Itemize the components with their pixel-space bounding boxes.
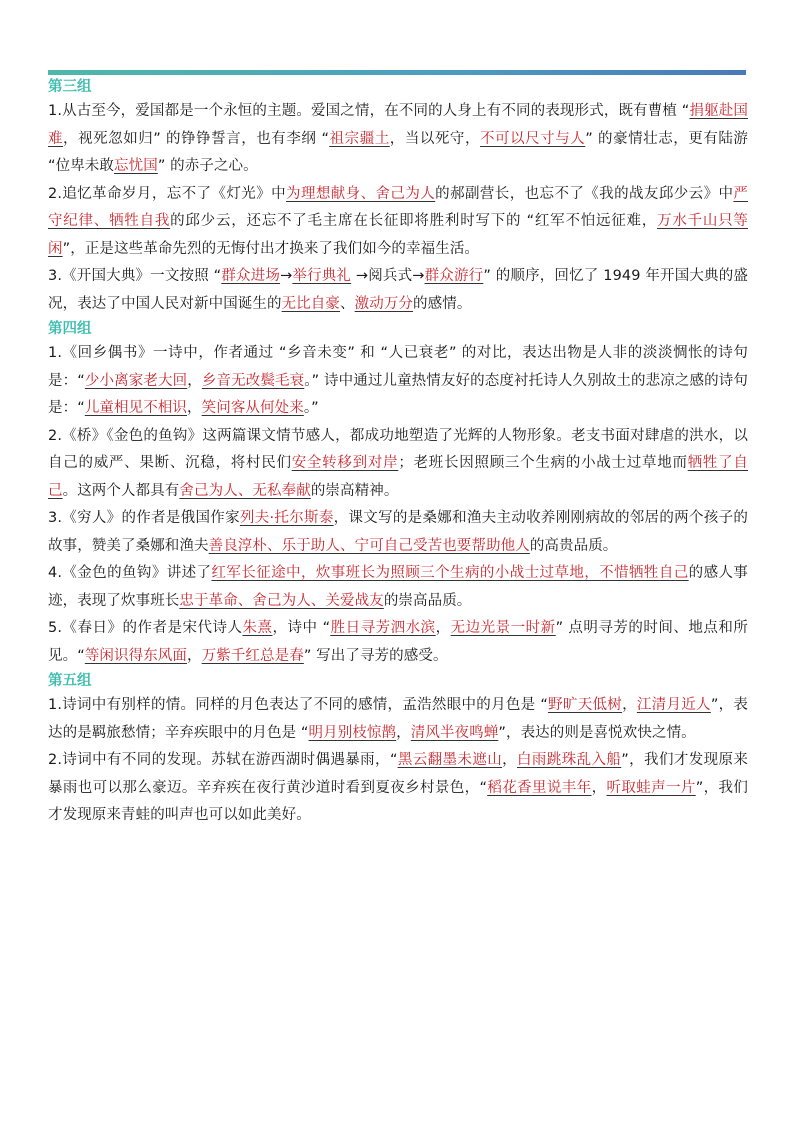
text-segment: ”，我们才发现原来暴雨也可以那么豪迈。辛弃疾在夜行黄沙道时看到夏夜乡村景色，“ — [48, 752, 749, 796]
highlighted-answer: 明月别枝惊鹊 — [308, 724, 397, 741]
text-segment: ， — [502, 752, 518, 768]
paragraph — [48, 98, 748, 181]
highlighted-answer: 乡音无改鬓毛衰 — [201, 372, 305, 389]
text-segment: 的邱少云，还忘不了毛主席在长征即将胜利时写下的 “红军不怕远征难， — [170, 213, 658, 229]
highlighted-answer: 舍己为人、无私奉献 — [179, 482, 311, 499]
highlighted-answer: 清风半夜鸣蝉 — [410, 724, 499, 741]
highlighted-answer: 笑问客从何处来 — [201, 400, 304, 416]
highlighted-answer: 稻花香里说丰年 — [487, 779, 592, 796]
text-segment: 。” — [303, 400, 319, 416]
text-segment: ”，正是这些革命先烈的无悔付出才换来了我们如今的幸福生活。 — [62, 240, 480, 257]
text-segment: 4.《金色的鱼钩》讲述了 — [48, 565, 212, 581]
highlighted-answer: 祖宗疆土 — [329, 130, 390, 147]
text-segment: ， — [622, 697, 637, 713]
highlighted-answer: 群众游行 — [424, 268, 484, 284]
highlighted-answer: 胜日寻芳泗水滨 — [330, 620, 436, 636]
text-segment: ， — [396, 724, 411, 741]
text-segment: ， — [187, 400, 202, 416]
highlighted-answer: 激动万分 — [354, 295, 414, 312]
group-title: 第三组 — [48, 79, 92, 95]
highlighted-answer: 黑云翻墨未遮山 — [397, 752, 503, 768]
highlighted-answer: 江清月近人 — [636, 697, 711, 713]
text-segment: 5.《春日》的作者是宋代诗人 — [48, 620, 243, 636]
text-segment: ”，表达的则是喜悦欢快之情。 — [498, 724, 696, 741]
text-segment: ”，表达的是羁旅愁情；辛弃疾眼中的月色是 “ — [48, 697, 749, 741]
highlighted-answer: 儿童相见不相识 — [84, 400, 188, 416]
highlighted-answer: 捐躯赴国难 — [48, 103, 748, 147]
highlighted-answer: 朱熹 — [242, 620, 273, 636]
text-segment: ，课文写的是桑娜和渔夫主动收养刚刚病故的邻居的两个孩子的故事，赞美了桑娜和渔夫 — [48, 510, 748, 554]
text-segment: 1.《回乡偶书》一诗中，作者通过 “乡音未变” 和 “人已衰老” 的对比，表达出物是人非的淡淡惆怅的诗句是：“ — [48, 345, 748, 389]
paragraph — [48, 615, 748, 670]
group-section — [48, 76, 748, 318]
group-title: 第五组 — [48, 673, 92, 689]
highlighted-answer: 白雨跳珠乱入船 — [517, 752, 622, 768]
highlighted-answer: 听取蛙声一片 — [606, 779, 696, 796]
highlighted-answer: 忘忧国 — [114, 158, 158, 174]
paragraph — [48, 423, 748, 506]
text-segment: 2.追忆革命岁月，忘不了《灯光》中 — [48, 185, 287, 202]
text-segment: 2.《桥》《金色的鱼钩》这两篇课文情节感人，都成功地塑造了光辉的人物形象。老支书面对肆虐的洪水，以自己的威严、果断、沉稳，将村民们 — [48, 427, 748, 471]
text-segment: → — [280, 268, 293, 284]
text-segment: ， — [187, 647, 202, 664]
text-segment: ” 的顺序，回忆了 1949 年开国大典的盛况，表达了中国人民对新中国诞生的 — [48, 268, 749, 312]
highlighted-answer: 不可以尺寸与人 — [480, 130, 586, 147]
highlighted-answer: 红军长征途中，炊事班长为照顾三个生病的小战士过草地，不惜牺牲自己 — [211, 565, 689, 581]
highlighted-answer: 善良淳朴、乐于助人、宁可自己受苦也要帮助他人 — [208, 537, 530, 554]
highlighted-answer: 举行典礼 — [292, 268, 352, 284]
highlighted-answer: 为理想献身、舍己为人 — [286, 185, 436, 202]
highlighted-answer: 安全转移到对岸 — [291, 455, 399, 471]
highlighted-answer: 无比自豪 — [281, 295, 341, 312]
text-segment: 。” 诗中通过儿童热情友好的态度衬托诗人久别故土的悲凉之感的诗句是：“ — [48, 372, 748, 416]
text-segment: 的郝副营长，也忘不了《我的战友邱少云》中 — [435, 185, 734, 202]
text-segment: 1.从古至今，爱国都是一个永恒的主题。爱国之情，在不同的人身上有不同的表现形式，既有曹植 “ — [48, 103, 690, 119]
highlighted-answer: 群众进场 — [221, 268, 281, 284]
text-segment: 的感情。 — [413, 295, 472, 312]
document-body — [48, 76, 748, 830]
paragraph — [48, 263, 748, 318]
highlighted-answer: 忠于革命、舍己为人、关爱战友 — [179, 592, 384, 609]
text-segment: ” 点明寻芳的时间、地点和所见。“ — [48, 620, 749, 664]
highlighted-answer: 牺牲了自己 — [48, 455, 748, 499]
text-segment: ， — [591, 779, 607, 796]
highlighted-answer: 列夫·托尔斯泰 — [239, 510, 334, 526]
header-divider-bar — [48, 70, 746, 75]
text-segment: 的崇高品质。 — [383, 592, 472, 609]
highlighted-answer: 万紫千红总是春 — [201, 647, 304, 664]
group-section — [48, 318, 748, 670]
text-segment: 、 — [340, 295, 355, 312]
group-title: 第四组 — [48, 321, 92, 337]
text-segment: 。这两个人都具有 — [62, 482, 180, 499]
text-segment: 2.诗词中有不同的发现。苏轼在游西湖时偶遇暴雨，“ — [48, 752, 398, 768]
highlighted-answer: 无边光景一时新 — [450, 620, 556, 636]
text-segment: ，诗中 “ — [272, 620, 331, 636]
highlighted-answer: 等闲识得东风面 — [84, 647, 188, 664]
highlighted-answer: 万水千山只等闲 — [48, 213, 748, 257]
text-segment: ” 写出了寻芳的感受。 — [303, 647, 448, 664]
paragraph — [48, 505, 748, 560]
paragraph — [48, 340, 748, 423]
text-segment: 3.《穷人》的作者是俄国作家 — [48, 510, 240, 526]
text-segment: ， — [187, 372, 202, 389]
text-segment: 3.《开国大典》一文按照 “ — [48, 268, 222, 284]
text-segment: ”，我们才发现原来青蛙的叫声也可以如此美好。 — [48, 779, 748, 823]
text-segment: 的高贵品质。 — [529, 537, 618, 554]
paragraph — [48, 560, 748, 615]
paragraph — [48, 747, 748, 830]
text-segment: ” 的赤子之心。 — [157, 158, 258, 174]
text-segment: ， — [435, 620, 451, 636]
highlighted-answer: 野旷天低树 — [547, 697, 623, 713]
text-segment: ” 的豪情壮志，更有陆游 “位卑未敢 — [48, 130, 748, 174]
text-segment: ，视死忽如归” 的铮铮誓言，也有李纲 “ — [63, 130, 330, 147]
text-segment: →阅兵式→ — [351, 268, 425, 284]
highlighted-answer: 严守纪律、牺牲自我 — [48, 185, 749, 229]
text-segment: ；老班长因照顾三个生病的小战士过草地而 — [398, 455, 688, 471]
text-segment: ，当以死守， — [389, 130, 481, 147]
highlighted-answer: 少小离家老大回 — [84, 372, 188, 389]
text-segment: 的感人事迹，表现了炊事班长 — [48, 565, 748, 609]
text-segment: 的崇高精神。 — [310, 482, 399, 499]
text-segment: 1.诗词中有别样的情。同样的月色表达了不同的感情，孟浩然眼中的月色是 “ — [48, 697, 548, 713]
group-section — [48, 670, 748, 830]
paragraph — [48, 181, 748, 264]
paragraph — [48, 692, 748, 747]
